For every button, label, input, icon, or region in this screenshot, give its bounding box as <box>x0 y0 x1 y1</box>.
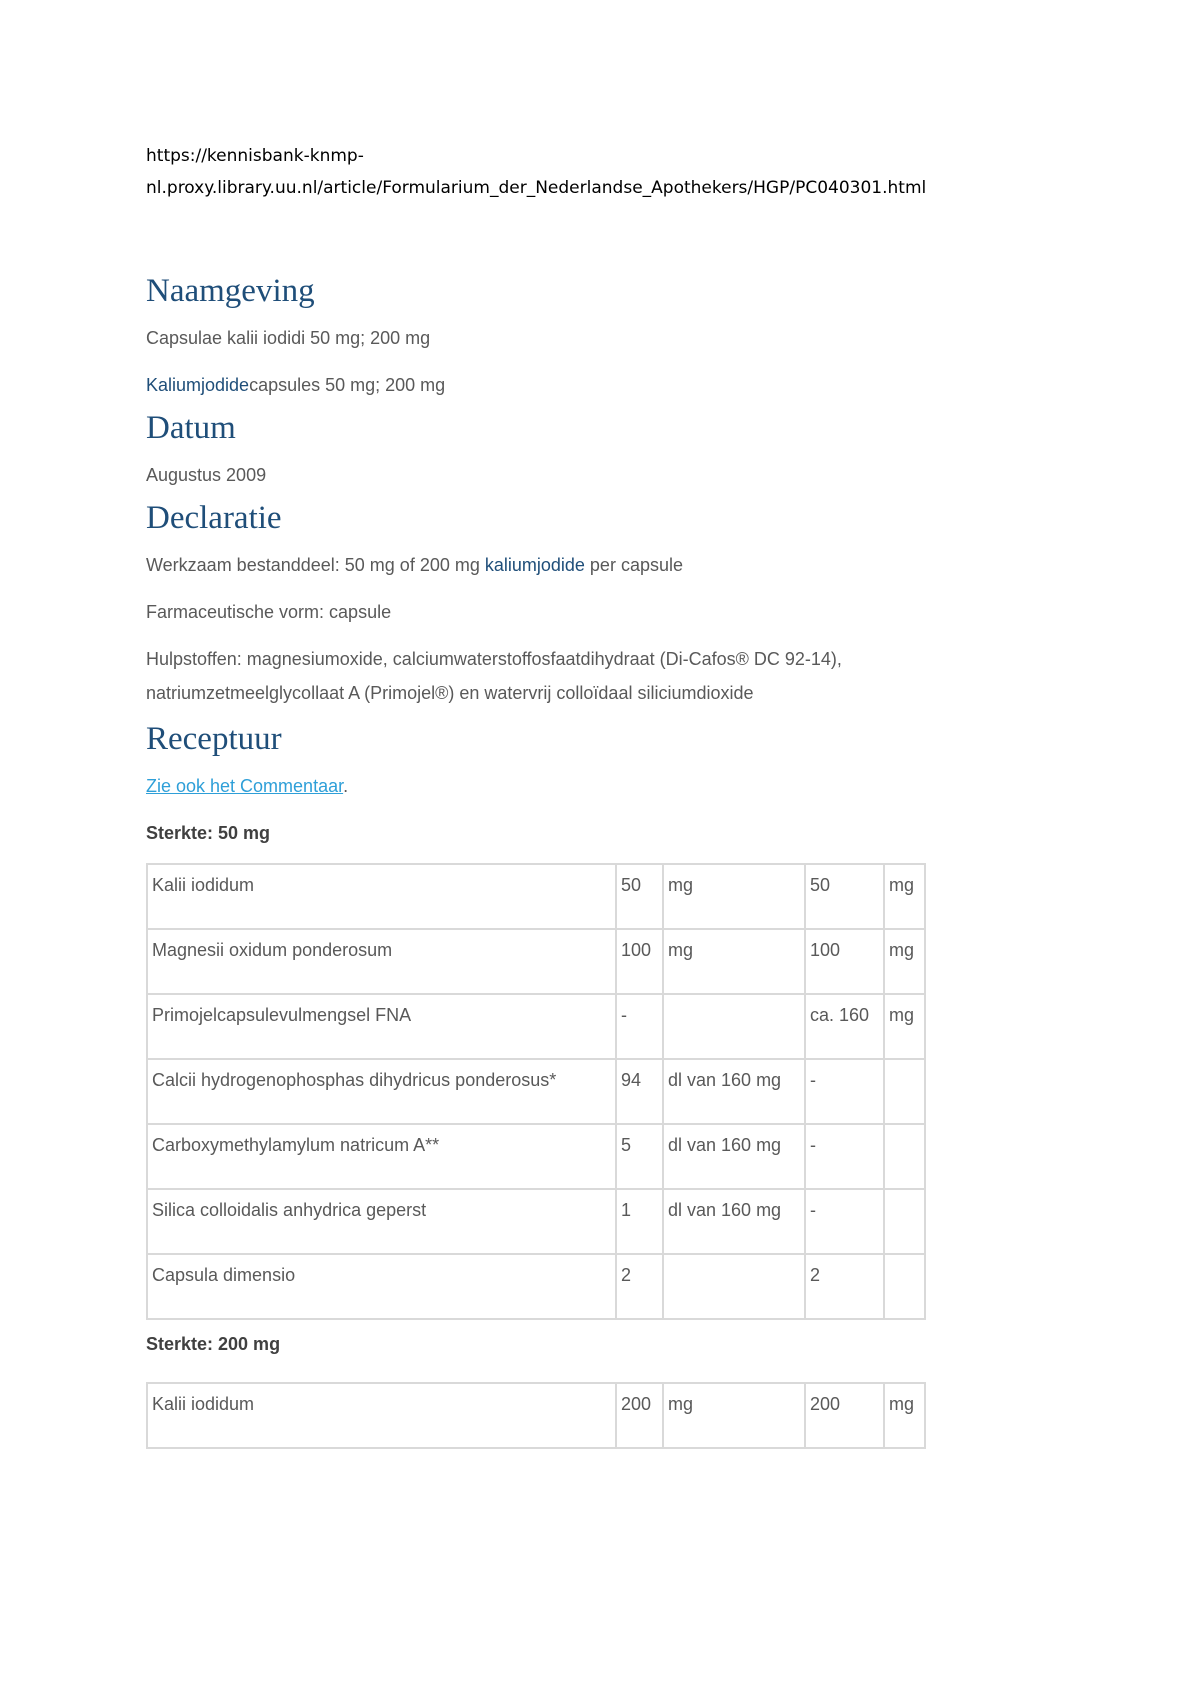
cell-total: 200 <box>805 1383 884 1448</box>
hulpstoffen-line-2: natriumzetmeelglycollaat A (Primojel®) en watervrij colloïdaal siliciumdioxide <box>146 683 754 703</box>
table-row <box>147 864 925 929</box>
table-row <box>147 994 925 1059</box>
strength-200-label: Sterkte: 200 mg <box>146 1334 281 1354</box>
dutch-name: Kaliumjodidecapsules 50 mg; 200 mg <box>146 375 446 395</box>
cell-unit: dl van 160 mg <box>663 1189 805 1254</box>
werkzaam-bestanddeel: Werkzaam bestanddeel: 50 mg of 200 mg kaliumjodide per capsule <box>146 555 683 575</box>
term-kaliumjodide[interactable]: Kaliumjodide <box>146 375 250 395</box>
cell-unit: dl van 160 mg <box>663 1124 805 1189</box>
cell-total-unit <box>884 1124 925 1189</box>
heading-datum: Datum <box>146 410 236 446</box>
term-kaliumjodide-inline[interactable]: kaliumjodide <box>484 555 585 575</box>
cell-amount: 100 <box>616 929 663 994</box>
cell-ingredient: Calcii hydrogenophosphas dihydricus ponderosus* <box>147 1059 616 1124</box>
cell-unit: dl van 160 mg <box>663 1059 805 1124</box>
cell-unit: mg <box>663 1383 805 1448</box>
cell-amount: 94 <box>616 1059 663 1124</box>
cell-total-unit: mg <box>884 864 925 929</box>
document-page <box>146 140 1066 1449</box>
cell-total-unit: mg <box>884 929 925 994</box>
cell-ingredient: Silica colloidalis anhydrica geperst <box>147 1189 616 1254</box>
heading-naamgeving: Naamgeving <box>146 273 315 309</box>
cell-unit <box>663 994 805 1059</box>
cell-total-unit <box>884 1059 925 1124</box>
cell-total-unit: mg <box>884 994 925 1059</box>
recipe-table-50mg <box>146 863 926 1320</box>
cell-ingredient: Kalii iodidum <box>147 864 616 929</box>
recipe-table-200mg <box>146 1382 926 1449</box>
commentaar-paragraph: Zie ook het Commentaar. <box>146 776 349 796</box>
table-row <box>147 929 925 994</box>
cell-total: 2 <box>805 1254 884 1319</box>
cell-amount: 200 <box>616 1383 663 1448</box>
cell-ingredient: Kalii iodidum <box>147 1383 616 1448</box>
source-url-line-1: https://kennisbank-knmp- <box>146 146 364 166</box>
table-row <box>147 1124 925 1189</box>
cell-ingredient: Magnesii oxidum ponderosum <box>147 929 616 994</box>
cell-total: 100 <box>805 929 884 994</box>
heading-receptuur: Receptuur <box>146 721 282 757</box>
table-row <box>147 1059 925 1124</box>
cell-amount: 2 <box>616 1254 663 1319</box>
cell-unit <box>663 1254 805 1319</box>
cell-ingredient: Capsula dimensio <box>147 1254 616 1319</box>
cell-total: - <box>805 1124 884 1189</box>
cell-total: - <box>805 1189 884 1254</box>
cell-ingredient: Primojelcapsulevulmengsel FNA <box>147 994 616 1059</box>
commentaar-link[interactable]: Zie ook het Commentaar <box>146 776 344 796</box>
cell-amount: 5 <box>616 1124 663 1189</box>
farmaceutische-vorm: Farmaceutische vorm: capsule <box>146 602 392 622</box>
cell-ingredient: Carboxymethylamylum natricum A** <box>147 1124 616 1189</box>
hulpstoffen-line-1: Hulpstoffen: magnesiumoxide, calciumwaterstoffosfaatdihydraat (Di-Cafos® DC 92-14), <box>146 649 842 669</box>
cell-amount: - <box>616 994 663 1059</box>
cell-unit: mg <box>663 929 805 994</box>
cell-total: ca. 160 <box>805 994 884 1059</box>
table-row <box>147 1189 925 1254</box>
datum-value: Augustus 2009 <box>146 465 267 485</box>
strength-50-label: Sterkte: 50 mg <box>146 823 271 843</box>
latin-name: Capsulae kalii iodidi 50 mg; 200 mg <box>146 328 431 348</box>
source-url-line-2: nl.proxy.library.uu.nl/article/Formularium_der_Nederlandse_Apothekers/HGP/PC040301.html <box>146 178 927 198</box>
cell-unit: mg <box>663 864 805 929</box>
cell-total-unit <box>884 1189 925 1254</box>
table-row <box>147 1383 925 1448</box>
table-row <box>147 1254 925 1319</box>
cell-amount: 1 <box>616 1189 663 1254</box>
cell-total: 50 <box>805 864 884 929</box>
heading-declaratie: Declaratie <box>146 500 282 536</box>
cell-total: - <box>805 1059 884 1124</box>
cell-amount: 50 <box>616 864 663 929</box>
cell-total-unit: mg <box>884 1383 925 1448</box>
cell-total-unit <box>884 1254 925 1319</box>
